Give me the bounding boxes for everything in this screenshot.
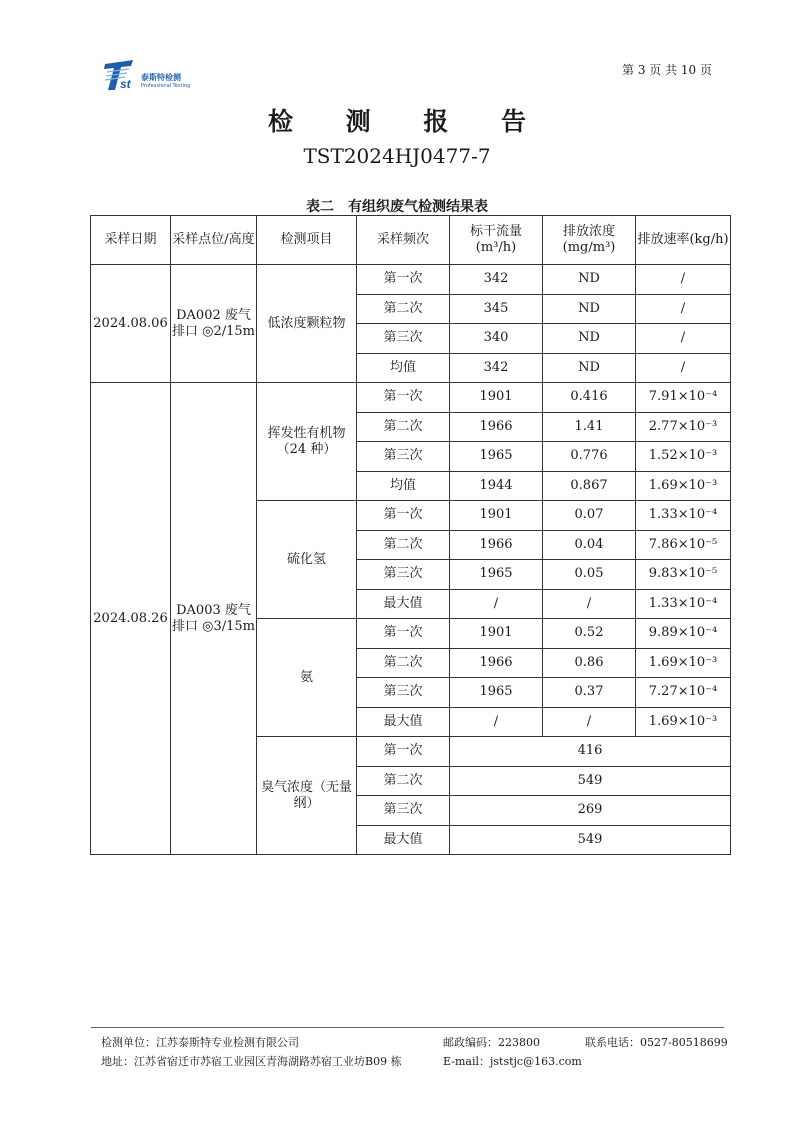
conc-cell: 0.86 (543, 648, 636, 678)
footer-phone: 联系电话：0527-80518699 (585, 1036, 728, 1049)
flow-cell: 1965 (450, 678, 543, 708)
conc-cell: ND (543, 265, 636, 295)
footer-org: 检测单位：江苏泰斯特专业检测有限公司 (101, 1036, 299, 1049)
freq-cell: 第一次 (357, 383, 450, 413)
svg-text:st: st (120, 77, 131, 91)
conc-cell: 0.52 (543, 619, 636, 649)
flow-cell: 340 (450, 324, 543, 354)
rate-cell: 1.52×10⁻³ (636, 442, 731, 472)
rate-cell: 1.33×10⁻⁴ (636, 501, 731, 531)
flow-cell: 1966 (450, 530, 543, 560)
flow-cell: 1901 (450, 383, 543, 413)
test-item: 低浓度颗粒物 (257, 265, 357, 383)
rate-cell: / (636, 324, 731, 354)
rate-cell: / (636, 294, 731, 324)
rate-cell: 2.77×10⁻³ (636, 412, 731, 442)
flow-cell: / (450, 707, 543, 737)
sampling-point: DA002 废气排口 ◎2/15m (171, 265, 257, 383)
conc-cell: / (543, 589, 636, 619)
freq-cell: 最大值 (357, 707, 450, 737)
rate-cell: 7.86×10⁻⁵ (636, 530, 731, 560)
conc-cell: ND (543, 353, 636, 383)
odor-value-cell: 549 (450, 825, 731, 855)
results-table (90, 215, 731, 855)
freq-cell: 第一次 (357, 737, 450, 767)
header-flow: 标干流量(m³/h) (450, 216, 543, 265)
conc-cell: 0.776 (543, 442, 636, 472)
flow-cell: 345 (450, 294, 543, 324)
tst-logo-icon (103, 58, 139, 92)
flow-cell: 1944 (450, 471, 543, 501)
conc-cell: / (543, 707, 636, 737)
footer-email: E-mail：jststjc@163.com (443, 1055, 582, 1068)
table-row (91, 383, 731, 413)
conc-cell: ND (543, 324, 636, 354)
flow-cell: 342 (450, 265, 543, 295)
header-conc: 排放浓度(mg/m³) (543, 216, 636, 265)
conc-cell: 0.867 (543, 471, 636, 501)
flow-cell: / (450, 589, 543, 619)
conc-cell: 0.37 (543, 678, 636, 708)
flow-cell: 1901 (450, 619, 543, 649)
freq-cell: 第二次 (357, 648, 450, 678)
rate-cell: / (636, 353, 731, 383)
freq-cell: 均值 (357, 353, 450, 383)
freq-cell: 第一次 (357, 619, 450, 649)
table-caption: 表二 有组织废气检测结果表 (306, 199, 488, 215)
conc-cell: 1.41 (543, 412, 636, 442)
freq-cell: 最大值 (357, 825, 450, 855)
footer-postcode: 邮政编码：223800 (443, 1036, 540, 1049)
rate-cell: 1.69×10⁻³ (636, 648, 731, 678)
test-item: 硫化氢 (257, 501, 357, 619)
odor-value-cell: 416 (450, 737, 731, 767)
flow-cell: 1966 (450, 412, 543, 442)
odor-value-cell: 269 (450, 796, 731, 826)
conc-cell: 0.05 (543, 560, 636, 590)
freq-cell: 第三次 (357, 324, 450, 354)
flow-cell: 1965 (450, 442, 543, 472)
rate-cell: 1.69×10⁻³ (636, 471, 731, 501)
freq-cell: 第一次 (357, 501, 450, 531)
freq-cell: 均值 (357, 471, 450, 501)
report-title: 检 测 报 告 (267, 107, 549, 136)
report-number: TST2024HJ0477-7 (303, 144, 491, 168)
freq-cell: 第二次 (357, 294, 450, 324)
rate-cell: 9.89×10⁻⁴ (636, 619, 731, 649)
footer-address: 地址：江苏省宿迁市苏宿工业园区青海湖路苏宿工业坊B09 栋 (101, 1055, 402, 1068)
flow-cell: 1965 (450, 560, 543, 590)
header-freq: 采样频次 (357, 216, 450, 265)
rate-cell: 9.83×10⁻⁵ (636, 560, 731, 590)
rate-cell: 1.69×10⁻³ (636, 707, 731, 737)
freq-cell: 第三次 (357, 796, 450, 826)
freq-cell: 最大值 (357, 589, 450, 619)
test-item: 挥发性有机物（24 种） (257, 383, 357, 501)
test-item: 臭气浓度（无量纲） (257, 737, 357, 855)
flow-cell: 1966 (450, 648, 543, 678)
freq-cell: 第二次 (357, 412, 450, 442)
logo-en-text: Professional Testing (141, 83, 191, 89)
table-row (91, 265, 731, 295)
logo-cn-text: 泰斯特检测 (141, 73, 181, 82)
rate-cell: 1.33×10⁻⁴ (636, 589, 731, 619)
rate-cell: / (636, 265, 731, 295)
conc-cell: 0.07 (543, 501, 636, 531)
header-point: 采样点位/高度 (171, 216, 257, 265)
conc-cell: 0.04 (543, 530, 636, 560)
flow-cell: 342 (450, 353, 543, 383)
page-number: 第 3 页 共 10 页 (622, 63, 712, 77)
conc-cell: ND (543, 294, 636, 324)
rate-cell: 7.91×10⁻⁴ (636, 383, 731, 413)
freq-cell: 第三次 (357, 442, 450, 472)
conc-cell: 0.416 (543, 383, 636, 413)
rate-cell: 7.27×10⁻⁴ (636, 678, 731, 708)
freq-cell: 第二次 (357, 766, 450, 796)
odor-value-cell: 549 (450, 766, 731, 796)
flow-cell: 1901 (450, 501, 543, 531)
freq-cell: 第三次 (357, 560, 450, 590)
header-item: 检测项目 (257, 216, 357, 265)
header-date: 采样日期 (91, 216, 171, 265)
sampling-date: 2024.08.06 (91, 265, 171, 383)
footer-divider (91, 1027, 724, 1028)
table-header-row (91, 216, 731, 265)
freq-cell: 第二次 (357, 530, 450, 560)
freq-cell: 第一次 (357, 265, 450, 295)
freq-cell: 第三次 (357, 678, 450, 708)
company-logo (103, 58, 223, 92)
header-rate: 排放速率(kg/h) (636, 216, 731, 265)
test-item: 氨 (257, 619, 357, 737)
sampling-date: 2024.08.26 (91, 383, 171, 855)
sampling-point: DA003 废气排口 ◎3/15m (171, 383, 257, 855)
